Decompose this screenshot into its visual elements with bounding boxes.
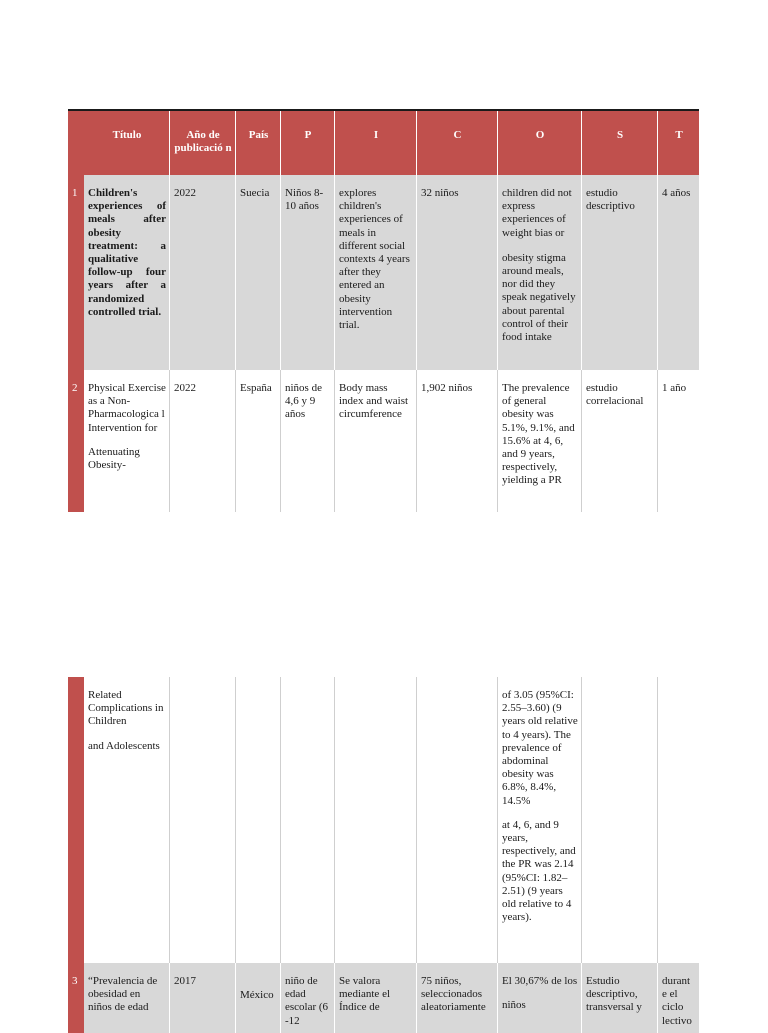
header-ano: Año de publicació n	[170, 111, 236, 175]
row-c: 75 niños, seleccionados aleatoriamente	[417, 963, 498, 1033]
row-s	[582, 677, 658, 963]
row-titulo: Children's experiences of meals after obesity treatment: a qualitative follow-up four years after a randomized controlled trial.	[84, 175, 170, 370]
row-titulo	[84, 370, 170, 512]
row-ano	[170, 677, 236, 963]
row-number	[68, 677, 84, 963]
row-o	[498, 677, 582, 963]
row-c: 32 niños	[417, 175, 498, 370]
row-titulo	[84, 677, 170, 963]
row-t: durant e el ciclo lectivo	[662, 975, 692, 1027]
header-titulo: Título	[84, 111, 170, 175]
header-o: O	[498, 111, 582, 175]
row-o	[498, 175, 582, 370]
row-titulo-part2: and Adolescents	[88, 739, 160, 752]
row-o-part1: El 30,67% de los	[502, 975, 578, 987]
row-titulo-part2: Attenuating Obesity-	[88, 445, 140, 472]
row-i: Se valora mediante el Índice de	[335, 963, 417, 1033]
header-p: P	[281, 111, 335, 175]
row-o-part2: at 4, 6, and 9 years, respectively, and the PR was 2.14 (95%CI: 1.82–2.51) (9 years old relative to 4 years).	[502, 818, 576, 924]
row-ano: 2017	[170, 963, 236, 1033]
table-row	[68, 963, 699, 1033]
header-s: S	[582, 111, 658, 175]
row-titulo: “Prevalencia de obesidad en niños de edad	[84, 963, 170, 1033]
row-pais	[236, 677, 281, 963]
header-t: T	[675, 129, 683, 141]
row-pais: Suecia	[236, 175, 281, 370]
row-i	[335, 677, 417, 963]
row-number: 3	[68, 963, 84, 1033]
row-titulo-part1: Related Complications in Children	[88, 689, 164, 728]
table-row	[68, 677, 699, 963]
row-s: Estudio descriptivo, transversal y	[582, 963, 658, 1033]
row-ano: 2022	[170, 175, 236, 370]
row-o-part2: niños	[502, 999, 526, 1012]
row-t: 4 años	[662, 187, 691, 199]
row-o	[498, 963, 582, 1033]
row-s: estudio descriptivo	[582, 175, 658, 370]
row-i: explores children's experiences of meals in different social contexts 4 years after they entered an obesity intervention trial.	[335, 175, 417, 370]
row-number: 1	[68, 175, 84, 370]
evidence-table-page-1	[68, 109, 699, 512]
table-row	[68, 175, 699, 370]
row-t	[658, 677, 699, 963]
table-header-row	[68, 109, 699, 175]
row-p: niño de edad escolar (6 -12	[281, 963, 335, 1033]
row-o: The prevalence of general obesity was 5.1%, 9.1%, and 15.6% at 4, 6, and 9 years, respectively, yielding a PR	[498, 370, 582, 512]
row-p: Niños 8-10 años	[281, 175, 335, 370]
row-p: niños de 4,6 y 9 años	[281, 370, 335, 512]
row-o-part2: obesity stigma around meals, nor did they speak negatively about parental control of their food intake	[502, 251, 576, 344]
row-c: 1,902 niños	[417, 370, 498, 512]
table-row	[68, 370, 699, 512]
row-titulo-part1: Physical Exercise as a Non-Pharmacologica l Intervention for	[88, 382, 166, 434]
row-number: 2	[68, 370, 84, 512]
header-num	[68, 111, 84, 175]
row-ano: 2022	[170, 370, 236, 512]
row-i: Body mass index and waist circumference	[335, 370, 417, 512]
header-i: I	[335, 111, 417, 175]
row-pais: España	[236, 370, 281, 512]
row-s: estudio correlacional	[582, 370, 658, 512]
row-c	[417, 677, 498, 963]
row-o-part1: of 3.05 (95%CI: 2.55–3.60) (9 years old relative to 4 years). The prevalence of abdominal obesity was 6.8%, 8.4%, 14.5%	[502, 689, 578, 807]
evidence-table-page-2	[68, 677, 699, 1033]
header-pais: País	[236, 111, 281, 175]
row-p	[281, 677, 335, 963]
row-pais: México	[236, 963, 281, 1033]
row-o-part1: children did not express experiences of weight bias or	[502, 187, 572, 239]
row-t: 1 año	[662, 382, 687, 394]
header-c: C	[417, 111, 498, 175]
